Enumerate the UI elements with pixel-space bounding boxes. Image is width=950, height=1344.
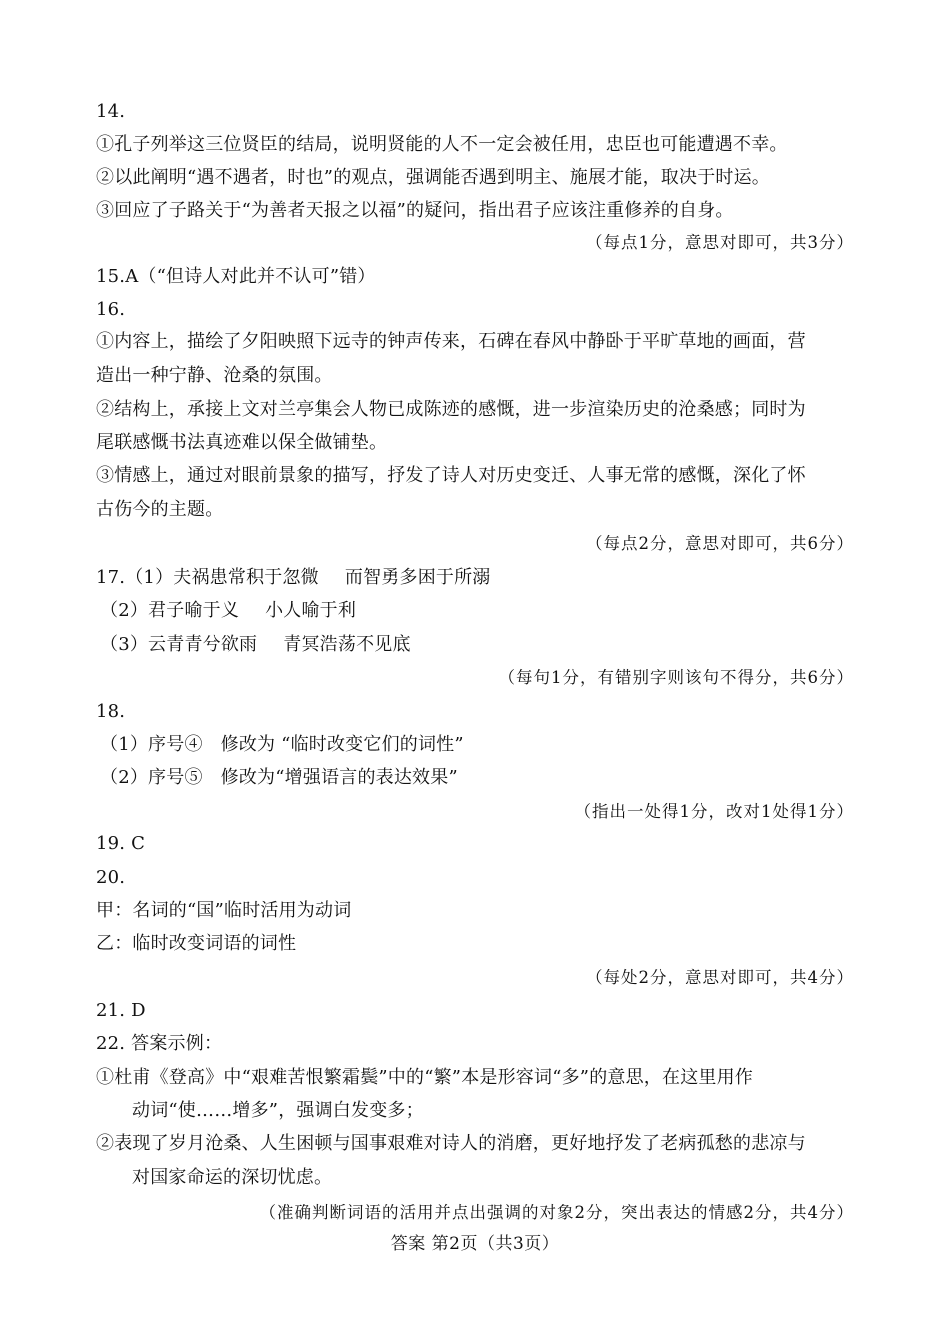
q17-score-note: （每句1分，有错别字则该句不得分，共6分）: [498, 668, 854, 687]
q14-number: 14.: [96, 101, 126, 122]
q17-line-1-first: 17.（1）夫祸患常积于忽微: [96, 567, 319, 588]
q22-point-1-line-1: ①杜甫《登高》中“艰难苦恨繁霜鬓”中的“繁”本是形容词“多”的意思，在这里用作: [96, 1067, 754, 1088]
q17-line-3: [100, 633, 860, 657]
q16-point-2-line-2: 尾联感慨书法真迹难以保全做铺垫。: [96, 432, 388, 453]
q17-line-2-second: 小人喻于利: [265, 600, 357, 621]
q16-point-2-line-1: ②结构上，承接上文对兰亭集会人物已成陈迹的感慨，进一步渲染历史的沧桑感；同时为: [96, 399, 806, 420]
q14-point-1: ①孔子列举这三位贤臣的结局，说明贤能的人不一定会被任用，忠臣也可能遭遇不幸。: [96, 134, 788, 155]
q19-answer: 19. C: [96, 833, 146, 854]
q20-number: 20.: [96, 867, 126, 888]
q18-line-1-correction: 修改为 “临时改变它们的词性”: [220, 734, 464, 755]
q14-score-note: （每点1分，意思对即可，共3分）: [586, 233, 854, 252]
q16-score-note: （每点2分，意思对即可，共6分）: [586, 534, 854, 553]
q22-point-2-line-1: ②表现了岁月沧桑、人生困顿与国事艰难对诗人的消磨，更好地抒发了老病孤愁的悲凉与: [96, 1133, 806, 1154]
q16-point-1-line-1: ①内容上，描绘了夕阳映照下远寺的钟声传来，石碑在春风中静卧于平旷草地的画面，营: [96, 331, 806, 352]
q17-line-1: [96, 566, 856, 590]
q18-line-1-index: （1）序号④: [100, 734, 203, 755]
q17-line-2: [100, 599, 860, 623]
q17-line-1-second: 而智勇多困于所溺: [344, 567, 491, 588]
q16-number: 16.: [96, 299, 126, 320]
q18-line-1: [100, 733, 860, 757]
q18-line-2-correction: 修改为“增强语言的表达效果”: [220, 767, 458, 788]
q22-score-note: （准确判断词语的活用并点出强调的对象2分，突出表达的情感2分，共4分）: [259, 1203, 854, 1222]
q20-score-note: （每处2分，意思对即可，共4分）: [586, 968, 854, 987]
page-footer: 答案 第2页（共3页）: [390, 1234, 560, 1254]
q14-point-2: ②以此阐明“遇不遇者，时也”的观点，强调能否遇到明主、施展才能，取决于时运。: [96, 167, 771, 188]
q20-line-1: 甲：名词的“国”临时活用为动词: [96, 900, 352, 921]
q16-point-3-line-1: ③情感上，通过对眼前景象的描写，抒发了诗人对历史变迁、人事无常的感慨，深化了怀: [96, 465, 806, 486]
q17-line-3-first: （3）云青青兮欲雨: [100, 634, 258, 655]
q22-point-1-line-2: 动词“使……增多”，强调白发变多；: [132, 1100, 424, 1121]
q22-heading: 22. 答案示例：: [96, 1033, 223, 1054]
q18-line-2: [100, 766, 860, 790]
q18-score-note: （指出一处得1分，改对1处得1分）: [574, 802, 854, 821]
q17-line-2-first: （2）君子喻于义: [100, 600, 240, 621]
q15-answer: 15.A（“但诗人对此并不认可”错）: [96, 266, 376, 287]
q18-line-2-index: （2）序号⑤: [100, 767, 203, 788]
q20-line-2: 乙：临时改变词语的词性: [96, 933, 297, 954]
q21-answer: 21. D: [96, 1000, 146, 1021]
q18-number: 18.: [96, 701, 126, 722]
q16-point-1-line-2: 造出一种宁静、沧桑的氛围。: [96, 365, 333, 386]
q14-point-3: ③回应了子路关于“为善者天报之以福”的疑问，指出君子应该注重修养的自身。: [96, 200, 734, 221]
q17-line-3-second: 青冥浩荡不见底: [283, 634, 411, 655]
q22-point-2-line-2: 对国家命运的深切忧虑。: [132, 1167, 333, 1188]
q16-point-3-line-2: 古伤今的主题。: [96, 499, 224, 520]
